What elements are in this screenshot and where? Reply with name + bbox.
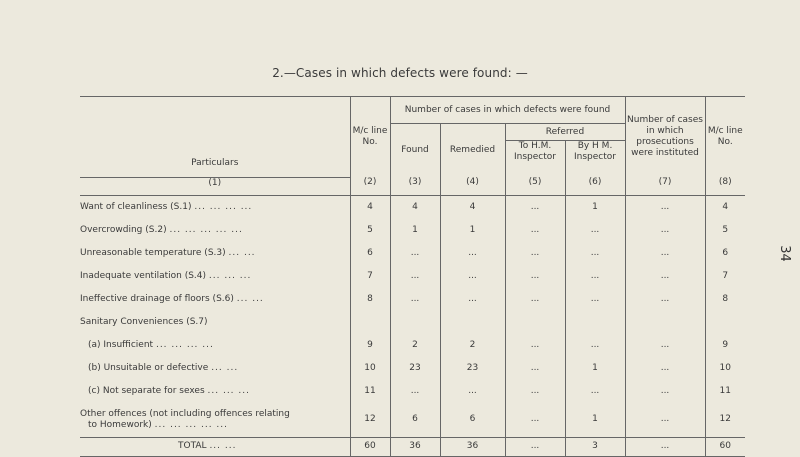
table-row (80, 242, 745, 265)
row-label: Want of cleanliness (S.1) (80, 201, 192, 212)
cell (390, 311, 440, 334)
header-particulars: Particulars (80, 97, 350, 178)
leader-dots: ... ... (228, 247, 256, 258)
cell: ... (565, 334, 625, 357)
cell: 9 (350, 334, 390, 357)
cell: ... (505, 357, 565, 380)
cell (440, 311, 505, 334)
cell (625, 311, 705, 334)
total-label: TOTAL (178, 441, 207, 451)
cell: ... (505, 265, 565, 288)
cell: ... (565, 242, 625, 265)
table-row (80, 311, 745, 334)
row-label: Inadequate ventilation (S.4) (80, 270, 207, 281)
cell: ... (625, 242, 705, 265)
row-label: Sanitary Conveniences (S.7) (80, 316, 208, 327)
cell: ... (565, 288, 625, 311)
header-remedied: Remedied (440, 124, 505, 178)
col-num: (8) (705, 177, 745, 195)
cell: 12 (705, 403, 745, 438)
cell: 6 (440, 403, 505, 438)
cell: ... (505, 242, 565, 265)
row-label: Overcrowding (S.2) (80, 224, 167, 235)
header-by-hm: By H M. Inspector (565, 141, 625, 178)
cell: 4 (350, 195, 390, 219)
cell: ... (625, 219, 705, 242)
cell: ... (390, 380, 440, 403)
cell: ... (565, 380, 625, 403)
cell: 11 (705, 380, 745, 403)
cell: 7 (705, 265, 745, 288)
header-referred: Referred (505, 124, 625, 141)
leader-dots: ... ... ... (207, 385, 250, 396)
leader-dots: ... ... ... (208, 270, 252, 281)
cell: ... (505, 288, 565, 311)
table-row (80, 219, 745, 242)
cell: 6 (705, 242, 745, 265)
leader-dots: ... ... ... ... (194, 201, 253, 212)
leader-dots: ... ... ... ... (155, 339, 214, 350)
leader-dots: ... ... (236, 293, 264, 304)
cell: 5 (350, 219, 390, 242)
cell: 11 (350, 380, 390, 403)
col-num: (4) (440, 177, 505, 195)
col-num: (7) (625, 177, 705, 195)
cell: 8 (705, 288, 745, 311)
total-cell: 60 (350, 437, 390, 456)
header-number-group: Number of cases in which defects were found (390, 97, 625, 124)
cell: ... (390, 288, 440, 311)
cell: 1 (565, 195, 625, 219)
cell: ... (505, 380, 565, 403)
cell (705, 311, 745, 334)
col-num: (2) (350, 177, 390, 195)
table-row (80, 195, 745, 219)
cell: 10 (350, 357, 390, 380)
cell: 5 (705, 219, 745, 242)
cell: 1 (565, 357, 625, 380)
total-cell: ... (625, 437, 705, 456)
total-cell: 3 (565, 437, 625, 456)
cell: ... (505, 334, 565, 357)
cell: 10 (705, 357, 745, 380)
row-label: (c) Not separate for sexes (88, 385, 205, 396)
cell: ... (625, 195, 705, 219)
cell: ... (440, 288, 505, 311)
table-row (80, 380, 745, 403)
cell: ... (565, 219, 625, 242)
cell: ... (440, 380, 505, 403)
leader-dots: ... ... (211, 362, 239, 373)
cell: ... (505, 403, 565, 438)
cell (565, 311, 625, 334)
header-mc-line-2: M/c line No. (705, 97, 745, 178)
cell: 23 (440, 357, 505, 380)
total-cell: 60 (705, 437, 745, 456)
total-cell: 36 (440, 437, 505, 456)
cell: ... (505, 195, 565, 219)
cell: 6 (390, 403, 440, 438)
cell: 12 (350, 403, 390, 438)
row-label-continued: to Homework) (88, 419, 152, 430)
cell: ... (505, 219, 565, 242)
cell: 9 (705, 334, 745, 357)
row-label: (b) Unsuitable or defective (88, 362, 209, 373)
row-label: (a) Insufficient (88, 339, 154, 350)
total-cell: ... (505, 437, 565, 456)
cell: 1 (440, 219, 505, 242)
header-prosecutions: Number of cases in which prosecutions were instituted (625, 97, 705, 178)
cell: ... (625, 357, 705, 380)
cell: ... (390, 265, 440, 288)
table-row (80, 288, 745, 311)
row-label: Unreasonable temperature (S.3) (80, 247, 226, 258)
cell: 2 (440, 334, 505, 357)
cell: 1 (565, 403, 625, 438)
header-mc-line: M/c line No. (350, 97, 390, 178)
cell: 4 (705, 195, 745, 219)
cell: 7 (350, 265, 390, 288)
col-num: (5) (505, 177, 565, 195)
header-found: Found (390, 124, 440, 178)
leader-dots: ... ... ... ... ... (154, 419, 228, 430)
cell: ... (440, 265, 505, 288)
table-row (80, 403, 745, 438)
leader-dots: ... ... ... ... ... (169, 224, 243, 235)
table-row (80, 334, 745, 357)
row-label: Other offences (not including offences relating (80, 408, 290, 419)
cell: 4 (390, 195, 440, 219)
cell: ... (625, 380, 705, 403)
table-row (80, 357, 745, 380)
cell (350, 311, 390, 334)
col-num: (6) (565, 177, 625, 195)
cell: 4 (440, 195, 505, 219)
page-number: 34 (776, 245, 792, 262)
table-row (80, 265, 745, 288)
col-num: (1) (208, 177, 222, 188)
defects-table (80, 96, 745, 457)
cell: ... (440, 242, 505, 265)
cell: ... (625, 334, 705, 357)
total-cell: 36 (390, 437, 440, 456)
cell: 1 (390, 219, 440, 242)
cell: ... (625, 265, 705, 288)
cell: 2 (390, 334, 440, 357)
header-to-hm: To H.M. Inspector (505, 141, 565, 178)
cell: ... (565, 265, 625, 288)
cell: ... (625, 288, 705, 311)
cell: ... (390, 242, 440, 265)
leader-dots: ... ... (209, 441, 237, 451)
col-num: (3) (390, 177, 440, 195)
cell: 6 (350, 242, 390, 265)
cell (505, 311, 565, 334)
page-title: 2.—Cases in which defects were found: — (272, 66, 528, 80)
cell: 23 (390, 357, 440, 380)
row-label: Ineffective drainage of floors (S.6) (80, 293, 234, 304)
cell: ... (625, 403, 705, 438)
cell: 8 (350, 288, 390, 311)
